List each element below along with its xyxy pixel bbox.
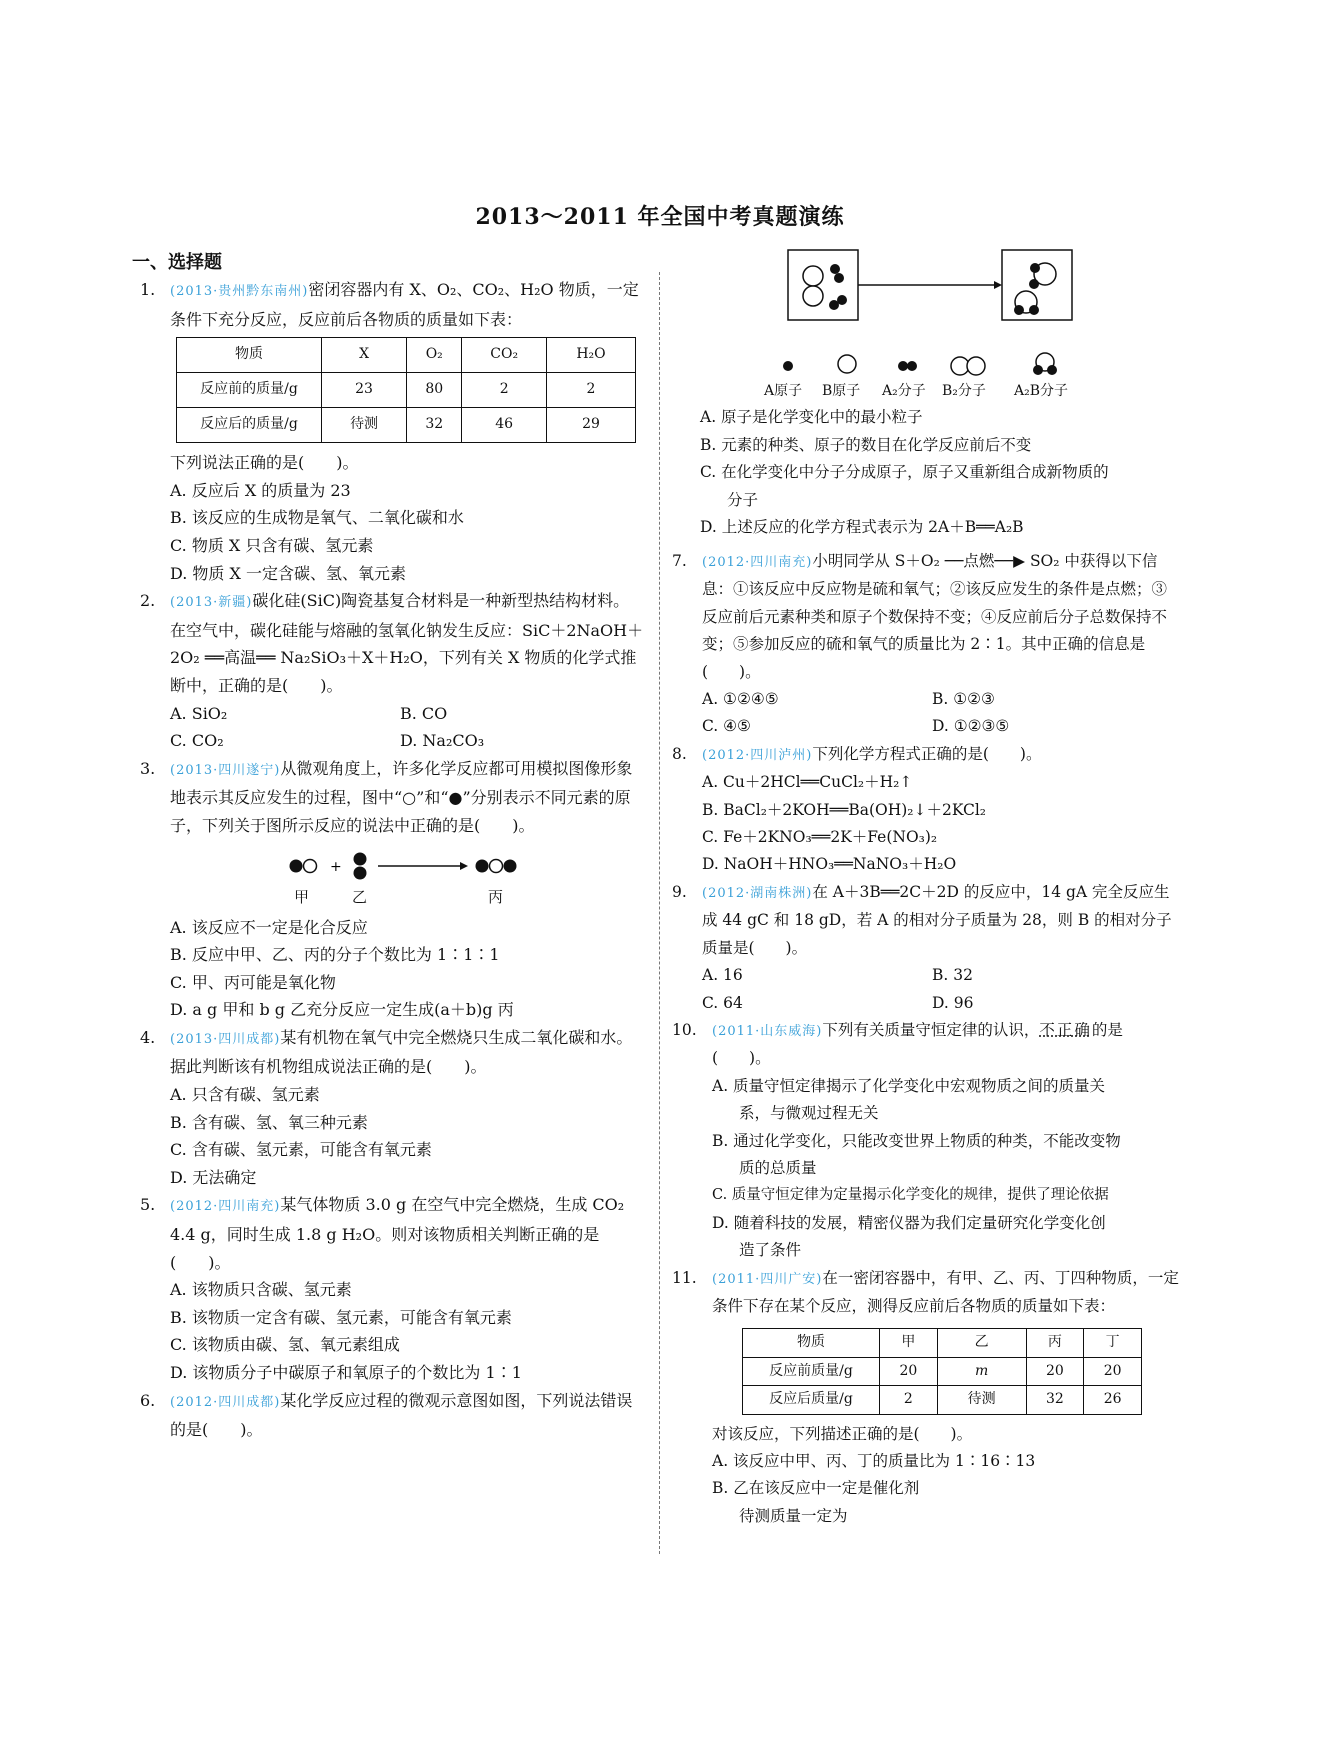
legend-a-atom: A原子 — [764, 383, 803, 399]
table-cell: X — [322, 338, 407, 373]
right-column — [672, 548, 1180, 1530]
option-b[interactable]: B. 反应中甲、乙、丙的分子个数比为 1∶1∶1 — [170, 945, 500, 965]
question-5 — [140, 1191, 645, 1386]
b-atom-icon — [838, 355, 856, 373]
question-7 — [672, 548, 1180, 741]
question-stem: 密闭容器内有 X、O₂、CO₂、H₂O 物质，一定条件下充分反应，反应前后各物质的质量如下表： — [170, 280, 639, 329]
option-c[interactable]: C. ④⑤ — [702, 717, 751, 736]
mass-table — [742, 1328, 1142, 1414]
table-cell: 2 — [462, 373, 547, 408]
mass-table — [176, 337, 636, 443]
question-stem: 碳化硅(SiC)陶瓷基复合材料是一种新型热结构材料。在空气中，碳化硅能与熔融的氢氧化钠发生反应： — [170, 591, 630, 640]
page-title: 2013～2011 年全国中考真题演练 — [475, 204, 845, 230]
column-divider — [659, 272, 660, 1554]
q6-diagram — [764, 244, 1120, 404]
table-cell: 丁 — [1084, 1329, 1142, 1357]
table-cell: 待测 — [322, 408, 407, 443]
chemical-equation: SiC＋2NaOH＋2O₂ ══高温══ Na₂SiO₃＋X＋H₂O — [170, 620, 644, 668]
question-number: 7. — [672, 552, 687, 570]
option-d[interactable]: D. 上述反应的化学方程式表示为 2A＋B══A₂B — [700, 518, 1024, 537]
question-number: 4. — [140, 1027, 156, 1047]
question-4 — [140, 1024, 645, 1192]
option-b[interactable]: B. 含有碳、氢、氧三种元素 — [170, 1112, 368, 1132]
table-row — [177, 408, 636, 443]
question-stem: 在 A＋3B══2C＋2D 的反应中，14 gA 完全反应生成 44 gC 和 18 gD，若 A 的相对分子质量为 28，则 B 的相对分子质量是( )。 — [702, 882, 1172, 957]
option-d-cont: 造了条件 — [739, 1241, 802, 1260]
question-stem-cont: ，下列有关 X 物质的化学式推断中，正确的是( )。 — [170, 648, 637, 695]
before-box — [788, 250, 858, 320]
question-8 — [672, 741, 1180, 879]
question-source: (2012·湖南株洲) — [702, 885, 813, 901]
question-number: 2. — [140, 591, 156, 611]
question-number: 9. — [672, 882, 687, 901]
option-c[interactable]: C. 该物质由碳、氢、氧元素组成 — [170, 1335, 400, 1355]
table-row — [177, 373, 636, 408]
options-row — [702, 686, 1180, 713]
table-cell: 反应前质量/g — [743, 1357, 880, 1385]
option-d[interactable]: D. 物质 X 一定含碳、氢、氧元素 — [170, 563, 406, 583]
option-a[interactable]: A. 反应后 X 的质量为 23 — [170, 480, 351, 500]
legend-a2-molecule: A₂分子 — [882, 383, 926, 399]
table-cell: 反应后质量/g — [743, 1386, 880, 1414]
question-stem: 某化学反应过程的微观示意图如图，下列说法错误的是( )。 — [170, 1390, 633, 1440]
option-d[interactable]: D. Na₂CO₃ — [400, 731, 485, 751]
option-a[interactable]: A. 该反应不一定是化合反应 — [170, 917, 368, 937]
molecule-bing — [476, 859, 517, 872]
options-row — [702, 990, 1180, 1017]
table-cell: 20 — [880, 1357, 938, 1385]
question-stem: 下列有关质量守恒定律的认识， — [822, 1020, 1040, 1039]
question-3 — [140, 755, 645, 1024]
table-cell: 80 — [407, 373, 462, 408]
question-number: 11. — [672, 1268, 697, 1287]
table-cell: 20 — [1084, 1357, 1142, 1385]
option-c[interactable]: C. 在化学变化中分子分成原子，原子又重新组合成新物质的 — [700, 463, 1109, 482]
question-source: (2013·四川成都) — [170, 1031, 281, 1047]
question-source: (2012·四川泸州) — [702, 747, 813, 763]
molecule-jia — [290, 859, 317, 872]
option-d[interactable]: D. 随着科技的发展，精密仪器为我们定量研究化学变化创 — [712, 1213, 1106, 1232]
left-column — [140, 276, 645, 1444]
option-b[interactable]: B. 该物质一定含有碳、氢元素，可能含有氧元素 — [170, 1307, 512, 1327]
table-row — [743, 1357, 1142, 1385]
question-source: (2013·四川遂宁) — [170, 762, 281, 778]
table-row — [743, 1329, 1142, 1357]
question-source: (2012·四川南充) — [170, 1199, 281, 1215]
table-cell: 26 — [1084, 1386, 1142, 1414]
option-c[interactable]: C. Fe＋2KNO₃══2K＋Fe(NO₃)₂ — [702, 828, 938, 847]
table-cell: 32 — [407, 408, 462, 443]
question-stem-cont: 的是( )。 — [712, 1020, 1123, 1068]
option-b[interactable]: B. 乙在该反应中一定是催化剂 — [712, 1479, 920, 1498]
reaction-diagram — [170, 846, 645, 910]
option-a[interactable]: A. ①②④⑤ — [702, 690, 779, 709]
table-cell: 物质 — [743, 1329, 880, 1357]
option-a[interactable]: A. 只含有碳、氢元素 — [170, 1085, 320, 1105]
table-cell: 待测 — [937, 1386, 1026, 1414]
table-row — [743, 1386, 1142, 1414]
question-9 — [672, 879, 1180, 1017]
q6-options — [700, 404, 1180, 542]
option-a[interactable]: A. 原子是化学变化中的最小粒子 — [700, 408, 923, 426]
question-ask: 对该反应，下列描述正确的是( )。 — [712, 1424, 973, 1443]
option-b-cont: 质的总质量 — [739, 1158, 817, 1177]
option-a[interactable]: A. Cu＋2HCl══CuCl₂＋H₂↑ — [702, 773, 913, 792]
option-b[interactable]: B. 通过化学变化，只能改变世界上物质的种类，不能改变物 — [712, 1131, 1121, 1150]
label-bing: 丙 — [488, 887, 504, 906]
question-source: (2012·四川南充) — [702, 555, 813, 570]
table-cell: CO₂ — [462, 338, 547, 373]
table-cell: 29 — [546, 408, 635, 443]
question-number: 5. — [140, 1195, 156, 1215]
option-c[interactable]: C. 质量守恒定律为定量揭示化学变化的规律，提供了理论依据 — [712, 1187, 1109, 1204]
option-b[interactable]: B. 该反应的生成物是氧气、二氧化碳和水 — [170, 508, 464, 528]
options-row — [702, 962, 1180, 989]
table-cell: 乙 — [937, 1329, 1026, 1357]
option-a[interactable]: A. SiO₂ — [170, 703, 228, 723]
question-source: (2013·新疆) — [170, 595, 253, 611]
option-a-cont: 系，与微观过程无关 — [739, 1104, 879, 1123]
continuation-text: 待测质量一定为 — [739, 1506, 848, 1525]
question-6 — [140, 1387, 645, 1444]
table-cell: 23 — [322, 373, 407, 408]
option-a[interactable]: A. 该反应中甲、丙、丁的质量比为 1∶16∶13 — [712, 1452, 1036, 1470]
question-source: (2011·山东威海) — [712, 1023, 823, 1039]
legend-b2-molecule: B₂分子 — [942, 383, 986, 399]
option-d[interactable]: D. NaOH＋HNO₃══NaNO₃＋H₂O — [702, 855, 957, 874]
reaction-svg — [170, 846, 640, 910]
question-stem: 在一密闭容器中，有甲、乙、丙、丁四种物质，一定条件下存在某个反应，测得反应前后各物质的质量如下表： — [712, 1268, 1179, 1315]
legend-a2b-molecule: A₂B分子 — [1014, 383, 1069, 399]
option-d[interactable]: D. 无法确定 — [170, 1167, 257, 1187]
options-row — [702, 713, 1180, 740]
table-cell: 46 — [462, 408, 547, 443]
table-cell: 20 — [1026, 1357, 1084, 1385]
option-b[interactable]: B. 元素的种类、原子的数目在化学反应前后不变 — [700, 435, 1032, 454]
table-cell: 丙 — [1026, 1329, 1084, 1357]
question-10 — [672, 1017, 1180, 1265]
option-b[interactable]: B. CO — [400, 703, 448, 723]
question-stem: 小明同学从 S＋O₂ ──点燃──▶ SO₂ 中获得以下信息：①该反应中反应物是硫和氧气；②该反应发生的条件是点燃；③反应前后元素种类和原子个数保持不变；④反应前后分子总数保持不变；⑤参加反应的硫和氧气的质量比为 2∶1。其中正确的信息是( )。 — [702, 552, 1168, 681]
options-row — [170, 727, 645, 755]
question-number: 1. — [140, 280, 156, 299]
molecule-yi — [354, 852, 367, 879]
option-d[interactable]: D. 该物质分子中碳原子和氧原子的个数比为 1∶1 — [170, 1363, 522, 1382]
option-a[interactable]: A. 16 — [702, 966, 743, 985]
a2-molecule-icon — [898, 361, 908, 371]
question-2 — [140, 587, 645, 755]
question-1 — [140, 276, 645, 587]
table-cell: 反应前的质量/g — [177, 373, 322, 408]
table-cell: 甲 — [880, 1329, 938, 1357]
option-d[interactable]: D. ①②③⑤ — [932, 717, 1010, 736]
question-ask: 下列说法正确的是( )。 — [170, 453, 359, 473]
label-jia: 甲 — [294, 887, 310, 906]
table-cell: 2 — [546, 373, 635, 408]
option-c[interactable]: C. CO₂ — [170, 731, 224, 751]
table-cell: 32 — [1026, 1386, 1084, 1414]
emphasis-text: 不正确 — [1039, 1020, 1092, 1039]
section-heading: 一、选择题 — [132, 252, 222, 273]
option-b[interactable]: B. BaCl₂＋2KOH══Ba(OH)₂↓＋2KCl₂ — [702, 800, 987, 819]
option-d[interactable]: D. a g 甲和 b g 乙充分反应一定生成(a＋b)g 丙 — [170, 1000, 514, 1020]
question-source: (2011·四川广安) — [712, 1271, 823, 1287]
option-c-cont: 分子 — [727, 490, 759, 509]
option-c[interactable]: C. 含有碳、氢元素，可能含有氧元素 — [170, 1140, 432, 1160]
table-cell: H₂O — [546, 338, 635, 373]
table-row — [177, 338, 636, 373]
table-cell: 反应后的质量/g — [177, 408, 322, 443]
question-number: 8. — [672, 744, 687, 763]
option-c[interactable]: C. 64 — [702, 993, 743, 1012]
table-cell: 物质 — [177, 338, 322, 373]
question-11 — [672, 1265, 1180, 1531]
table-cell: m — [937, 1357, 1026, 1385]
question-stem: 下列化学方程式正确的是( )。 — [812, 744, 1042, 763]
option-a[interactable]: A. 质量守恒定律揭示了化学变化中宏观物质之间的质量关 — [712, 1076, 1106, 1095]
a-atom-icon — [783, 361, 793, 371]
legend-b-atom: B原子 — [822, 383, 861, 399]
option-c[interactable]: C. 甲、丙可能是氧化物 — [170, 972, 336, 992]
question-stem: 某有机物在氧气中完全燃烧只生成二氧化碳和水。据此判断该有机物组成说法正确的是( )。 — [170, 1027, 633, 1077]
label-yi: 乙 — [352, 887, 368, 906]
question-number: 3. — [140, 758, 156, 778]
plus-sign: + — [330, 858, 342, 875]
question-number: 6. — [140, 1390, 156, 1410]
table-cell: O₂ — [407, 338, 462, 373]
option-a[interactable]: A. 该物质只含碳、氢元素 — [170, 1280, 352, 1300]
options-row — [170, 700, 645, 728]
question-number: 10. — [672, 1020, 697, 1039]
table-cell: 2 — [880, 1386, 938, 1414]
option-c[interactable]: C. 物质 X 只含有碳、氢元素 — [170, 535, 374, 555]
question-source: (2013·贵州黔东南州) — [170, 284, 309, 299]
question-stem: 从微观角度上，许多化学反应都可用模拟图像形象地表示其反应发生的过程，图中“○”和“●”分别表示不同元素的原子，下列关于图所示反应的说法中正确的是( )。 — [170, 758, 633, 835]
option-b[interactable]: B. 32 — [932, 966, 973, 985]
question-stem: 某气体物质 3.0 g 在空气中完全燃烧，生成 CO₂ 4.4 g，同时生成 1.8 g H₂O。则对该物质相关判断正确的是( )。 — [170, 1195, 625, 1272]
option-b[interactable]: B. ①②③ — [932, 690, 995, 709]
question-source: (2012·四川成都) — [170, 1394, 281, 1410]
option-d[interactable]: D. 96 — [932, 993, 974, 1012]
